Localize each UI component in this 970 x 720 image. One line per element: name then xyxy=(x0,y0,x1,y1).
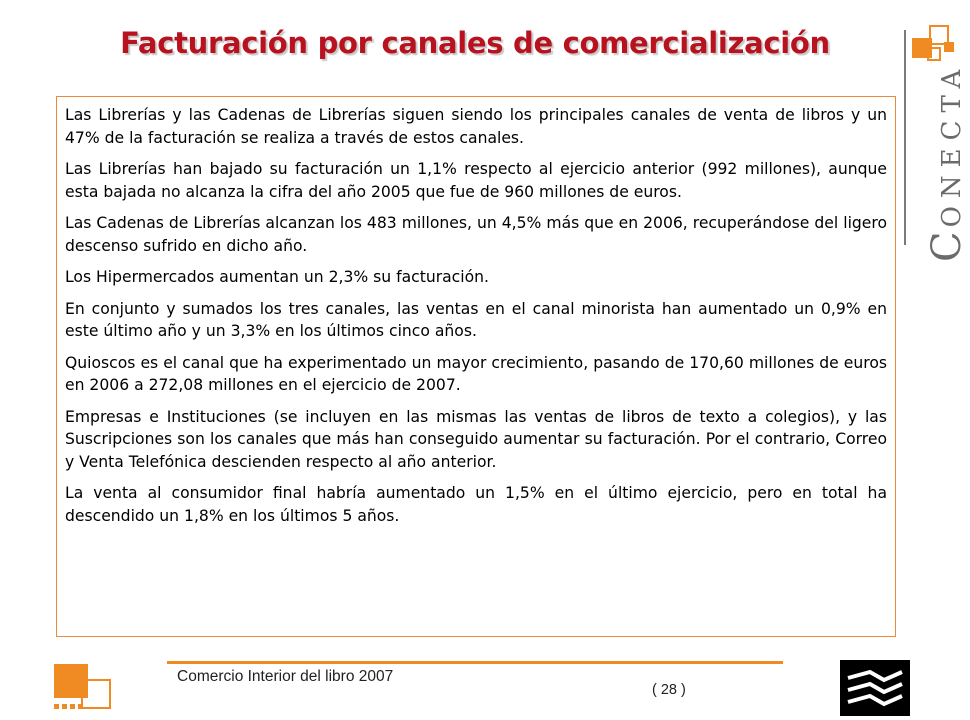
paragraph: Las Cadenas de Librerías alcanzan los 483 millones, un 4,5% más que en 2006, recuperándose del ligero descenso sufrido en dicho año. xyxy=(65,214,887,255)
paragraph: Los Hipermercados aumentan un 2,3% su facturación. xyxy=(65,268,489,286)
paragraph: Empresas e Instituciones (se incluyen en las mismas las ventas de libros de texto a colegios), y las Suscripciones son los canales que más han conseguido aumentar su facturación. Por el contrario, Correo y Venta Telefónica descienden respecto al año anterior. xyxy=(65,407,887,471)
paragraph: Las Librerías han bajado su facturación un 1,1% respecto al ejercicio anterior (992 millones), aunque esta bajada no alcanza la cifra del año 2005 que fue de 960 millones de euros. xyxy=(65,160,887,201)
footer-rule xyxy=(167,661,783,664)
page-title: Facturación por canales de comercialización xyxy=(120,26,830,60)
publisher-emblem-icon xyxy=(840,660,910,716)
paragraph: La venta al consumidor final habría aumentado un 1,5% en el último ejercicio, pero en total ha descendido un 1,8% en los últimos 5 años. xyxy=(65,484,887,525)
brand-wordmark xyxy=(924,62,970,262)
brand-divider xyxy=(904,30,906,245)
paragraph: Las Librerías y las Cadenas de Librerías siguen siendo los principales canales de venta de libros y un 47% de la facturación se realiza a través de estos canales. xyxy=(65,106,887,147)
footer-text: Comercio Interior del libro 2007 xyxy=(177,668,394,685)
page-number: ( 28 ) xyxy=(652,682,686,698)
brand-initial: C xyxy=(924,227,970,262)
orange-squares-icon xyxy=(52,658,116,718)
content-box xyxy=(56,96,896,637)
paragraph: Quioscos es el canal que ha experimentado un mayor crecimiento, pasando de 170,60 millones de euros en 2006 a 272,08 millones en el ejercicio de 2007. xyxy=(65,353,887,394)
brand-rest: ONECTA xyxy=(937,61,967,228)
paragraph: En conjunto y sumados los tres canales, las ventas en el canal minorista han aumentado un 0,9% en este último año y un 3,3% en los últimos cinco años. xyxy=(65,299,887,340)
